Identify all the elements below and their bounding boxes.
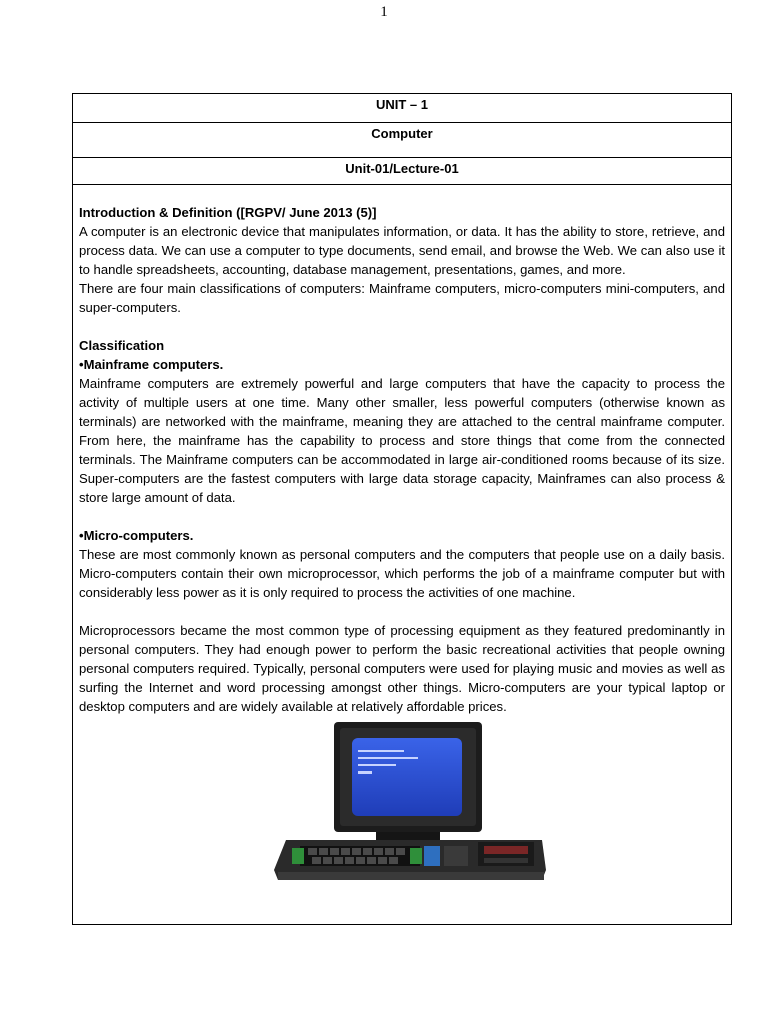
classification-heading: Classification	[79, 338, 165, 353]
micro-heading: •Micro-computers.	[79, 528, 194, 543]
lecture-frame	[72, 93, 732, 925]
lecture-title: Unit-01/Lecture-01	[73, 158, 731, 185]
classification-summary: There are four main classifications of computers: Mainframe computers, micro-computers mini-computers, and super-computers.	[79, 281, 725, 315]
lecture-body	[73, 185, 731, 888]
unit-title: UNIT – 1	[73, 94, 731, 123]
page-number: 1	[380, 4, 388, 20]
subject-title: Computer	[73, 123, 731, 158]
intro-heading: Introduction & Definition ([RGPV/ June 2013 (5)]	[79, 205, 377, 220]
mainframe-heading: •Mainframe computers.	[79, 357, 224, 372]
micro-paragraph: These are most commonly known as personal computers and the computers that people use on a daily basis. Micro-computers contain their own microprocessor, which performs the job of a mainframe computer but with considerably less power as it is only required to process the activities of one machine.	[79, 547, 725, 600]
mainframe-paragraph: Mainframe computers are extremely powerful and large computers that have the capacity to process the activity of multiple users at one time. Many other smaller, less powerful computers (otherwise known as terminals) are networked with the mainframe, meaning they are attached to the central mainframe computer. From here, the mainframe has the capability to process and store things that come from the connected terminals. The Mainframe computers can be accommodated in large air-conditioned rooms because of its size. Super-computers are the fastest computers with large data storage capacity, Mainframes can also process & store large amount of data.	[79, 376, 725, 505]
microprocessor-paragraph: Microprocessors became the most common type of processing equipment as they featured predominantly in personal computers. They had enough power to perform the basic recreational activities that people owning personal computers required. Typically, personal computers were used for playing music and movies as well as surfing the Internet and word processing amongst other things. Micro-computers are your typical laptop or desktop computers and are widely available at relatively affordable prices.	[79, 623, 725, 714]
computer-image	[272, 720, 548, 888]
intro-paragraph: A computer is an electronic device that manipulates information, or data. It has the ability to store, retrieve, and process data. We can use a computer to type documents, send email, and browse the Web. We can also use it to handle spreadsheets, accounting, database management, presentations, games, and more.	[79, 224, 725, 277]
